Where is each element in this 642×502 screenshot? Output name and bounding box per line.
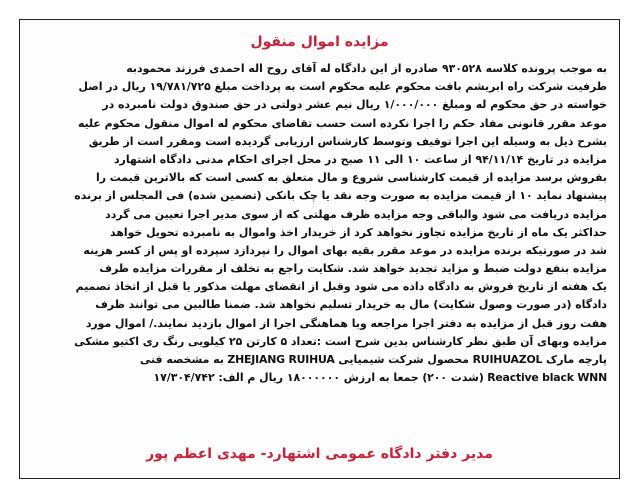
notice-line: حداکثر یک ماه از تاریخ مزایده تجاوز نخواهد کرد از خریدار اخذ واموال به نامبرده تحویل خواهد bbox=[110, 225, 607, 239]
notice-title: مزایده اموال منقول bbox=[250, 34, 389, 50]
notice-line: موعد مقرر قانونی مفاد حکم را اجرا نکرده است حسب تقاضای محکوم له اموال منقول محکوم علیه bbox=[77, 116, 607, 130]
notice-line: دادگاه (در صورت وصول شکایت) مال به خریدار تسلیم نخواهد شد. ضمنا طالبین می توانند ظرف bbox=[95, 298, 607, 312]
notice-signature: مدیر دفتر دادگاه عمومی اشتهارد- مهدی اعظم پور bbox=[146, 446, 493, 462]
notice-line: مزایده وبهای آن طبق نظر کارشناس بدین شرح است :تعداد ۵ کارتن ۲۵ کیلویی رنگ ری اکتیو مشکی bbox=[74, 334, 607, 348]
notice-line: به موجب پرونده کلاسه ۹۳۰۵۲۸ صادره از این دادگاه له آقای روح اله احمدی فرزند محمودبه bbox=[126, 62, 607, 75]
notice-line: Reactive black WNN (شدت ۲۰۰) جمعا به ارزش ۱۸۰۰۰۰۰۰ ریال م الف: ۱۷/۳۰۴/۷۴۲ bbox=[153, 371, 607, 385]
notice-line: پارچه مارک RUIHUAZOL محصول شرکت شیمیایی ZHEJIANG RUIHUA به مشخصه فنی bbox=[139, 353, 607, 366]
notice-line: بشرح ذیل به وسیله این اجرا توقیف وتوسط کارشناس ارزیابی گردیده است ومقرر است از طریق bbox=[88, 134, 607, 148]
notice-line: مزایده در تاریخ ۹۴/۱۱/۱۴ از ساعت ۱۰ الی ۱۱ صبح در محل اجرای احکام مدنی دادگاه اشتهارد bbox=[113, 152, 607, 166]
notice-line: مزایده دریافت می شود والباقی وجه مزایده ظرف مهلتی که از سوی مدیر اجرا تعیین می گردد bbox=[105, 207, 607, 221]
notice-line: شد در صورتیکه برنده مزایده در موعد مقرر بقیه بهای اموال را نپردازد سپرده او پس از کسر هزینه bbox=[83, 243, 607, 257]
notice-line: یک هفته از تاریخ فروش به دادگاه داده می شود وقبل از انقضای مهلت مذکور یا قبل از اتخاذ تصمیم bbox=[75, 280, 607, 294]
notice-line: بفروش برسد مزایده از قیمت کارشناسی شروع و مال متعلق به کسی است که بالاترین قیمت را bbox=[96, 171, 607, 185]
notice-line: مزایده بنفع دولت ضبط و مزاید تجدید خواهد شد. شکایت راجع به تخلف از مقررات مزایده ظرف bbox=[99, 262, 607, 276]
auction-notice bbox=[19, 19, 620, 479]
notice-line: طرفیت شرکت راه ابریشم بافت محکوم علیه محکوم است به پرداخت مبلغ ۱۹/۷۸۱/۷۲۵ ریال در اصل bbox=[78, 80, 607, 94]
notice-line: هفت روز قبل از مزایده به دفتر اجرا مراجعه وبا هماهنگی اجرا از اموال بازدید نمایند./ اموال مورد bbox=[85, 316, 607, 330]
notice-line: خواسته در حق محکوم له ومبلغ ۱/۰۰۰/۰۰۰ ریال نیم عشر دولتی در حق صندوق دولت نامبرده در bbox=[102, 98, 607, 112]
notice-line: پیشنهاد نماید ۱۰ از قیمت مزایده به صورت وجه نقد یا چک بانکی (تضمین شده) فی المجلس از برنده bbox=[74, 189, 607, 203]
notice-body bbox=[32, 60, 607, 387]
